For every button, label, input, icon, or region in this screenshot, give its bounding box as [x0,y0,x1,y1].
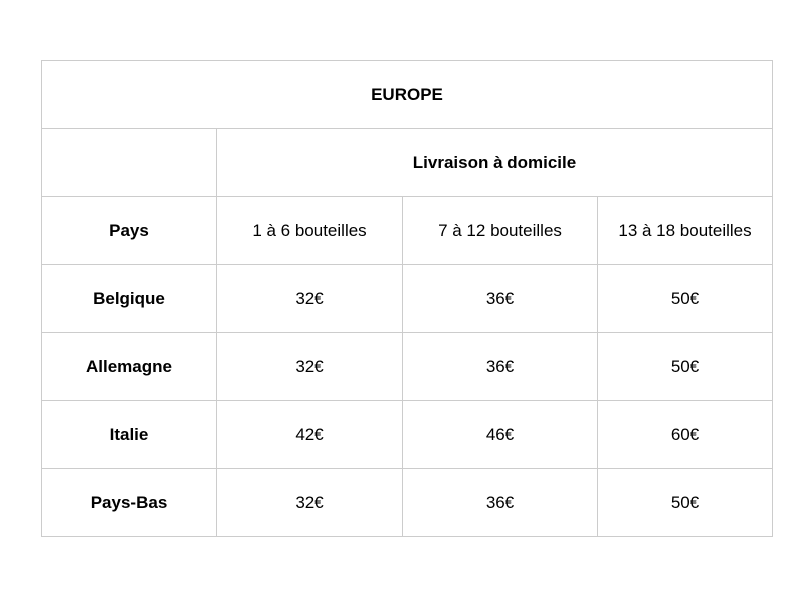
column-header-row [42,197,773,265]
column-header-1-6: 1 à 6 bouteilles [217,197,403,265]
price-cell: 50€ [598,265,773,333]
price-cell: 46€ [403,401,598,469]
empty-header-cell [42,129,217,197]
table-row [42,265,773,333]
price-cell: 50€ [598,469,773,537]
country-cell: Belgique [42,265,217,333]
price-cell: 32€ [217,333,403,401]
price-cell: 42€ [217,401,403,469]
table-row [42,333,773,401]
country-cell: Italie [42,401,217,469]
price-cell: 36€ [403,265,598,333]
price-cell: 32€ [217,469,403,537]
shipping-rates-table [41,60,773,537]
country-cell: Allemagne [42,333,217,401]
column-header-13-18: 13 à 18 bouteilles [598,197,773,265]
price-cell: 32€ [217,265,403,333]
table-title: EUROPE [42,61,773,129]
table-row [42,401,773,469]
column-header-7-12: 7 à 12 bouteilles [403,197,598,265]
price-cell: 60€ [598,401,773,469]
country-cell: Pays-Bas [42,469,217,537]
delivery-group-header: Livraison à domicile [217,129,773,197]
price-cell: 36€ [403,333,598,401]
column-header-country: Pays [42,197,217,265]
price-cell: 50€ [598,333,773,401]
price-cell: 36€ [403,469,598,537]
table-row [42,469,773,537]
title-row [42,61,773,129]
group-header-row [42,129,773,197]
